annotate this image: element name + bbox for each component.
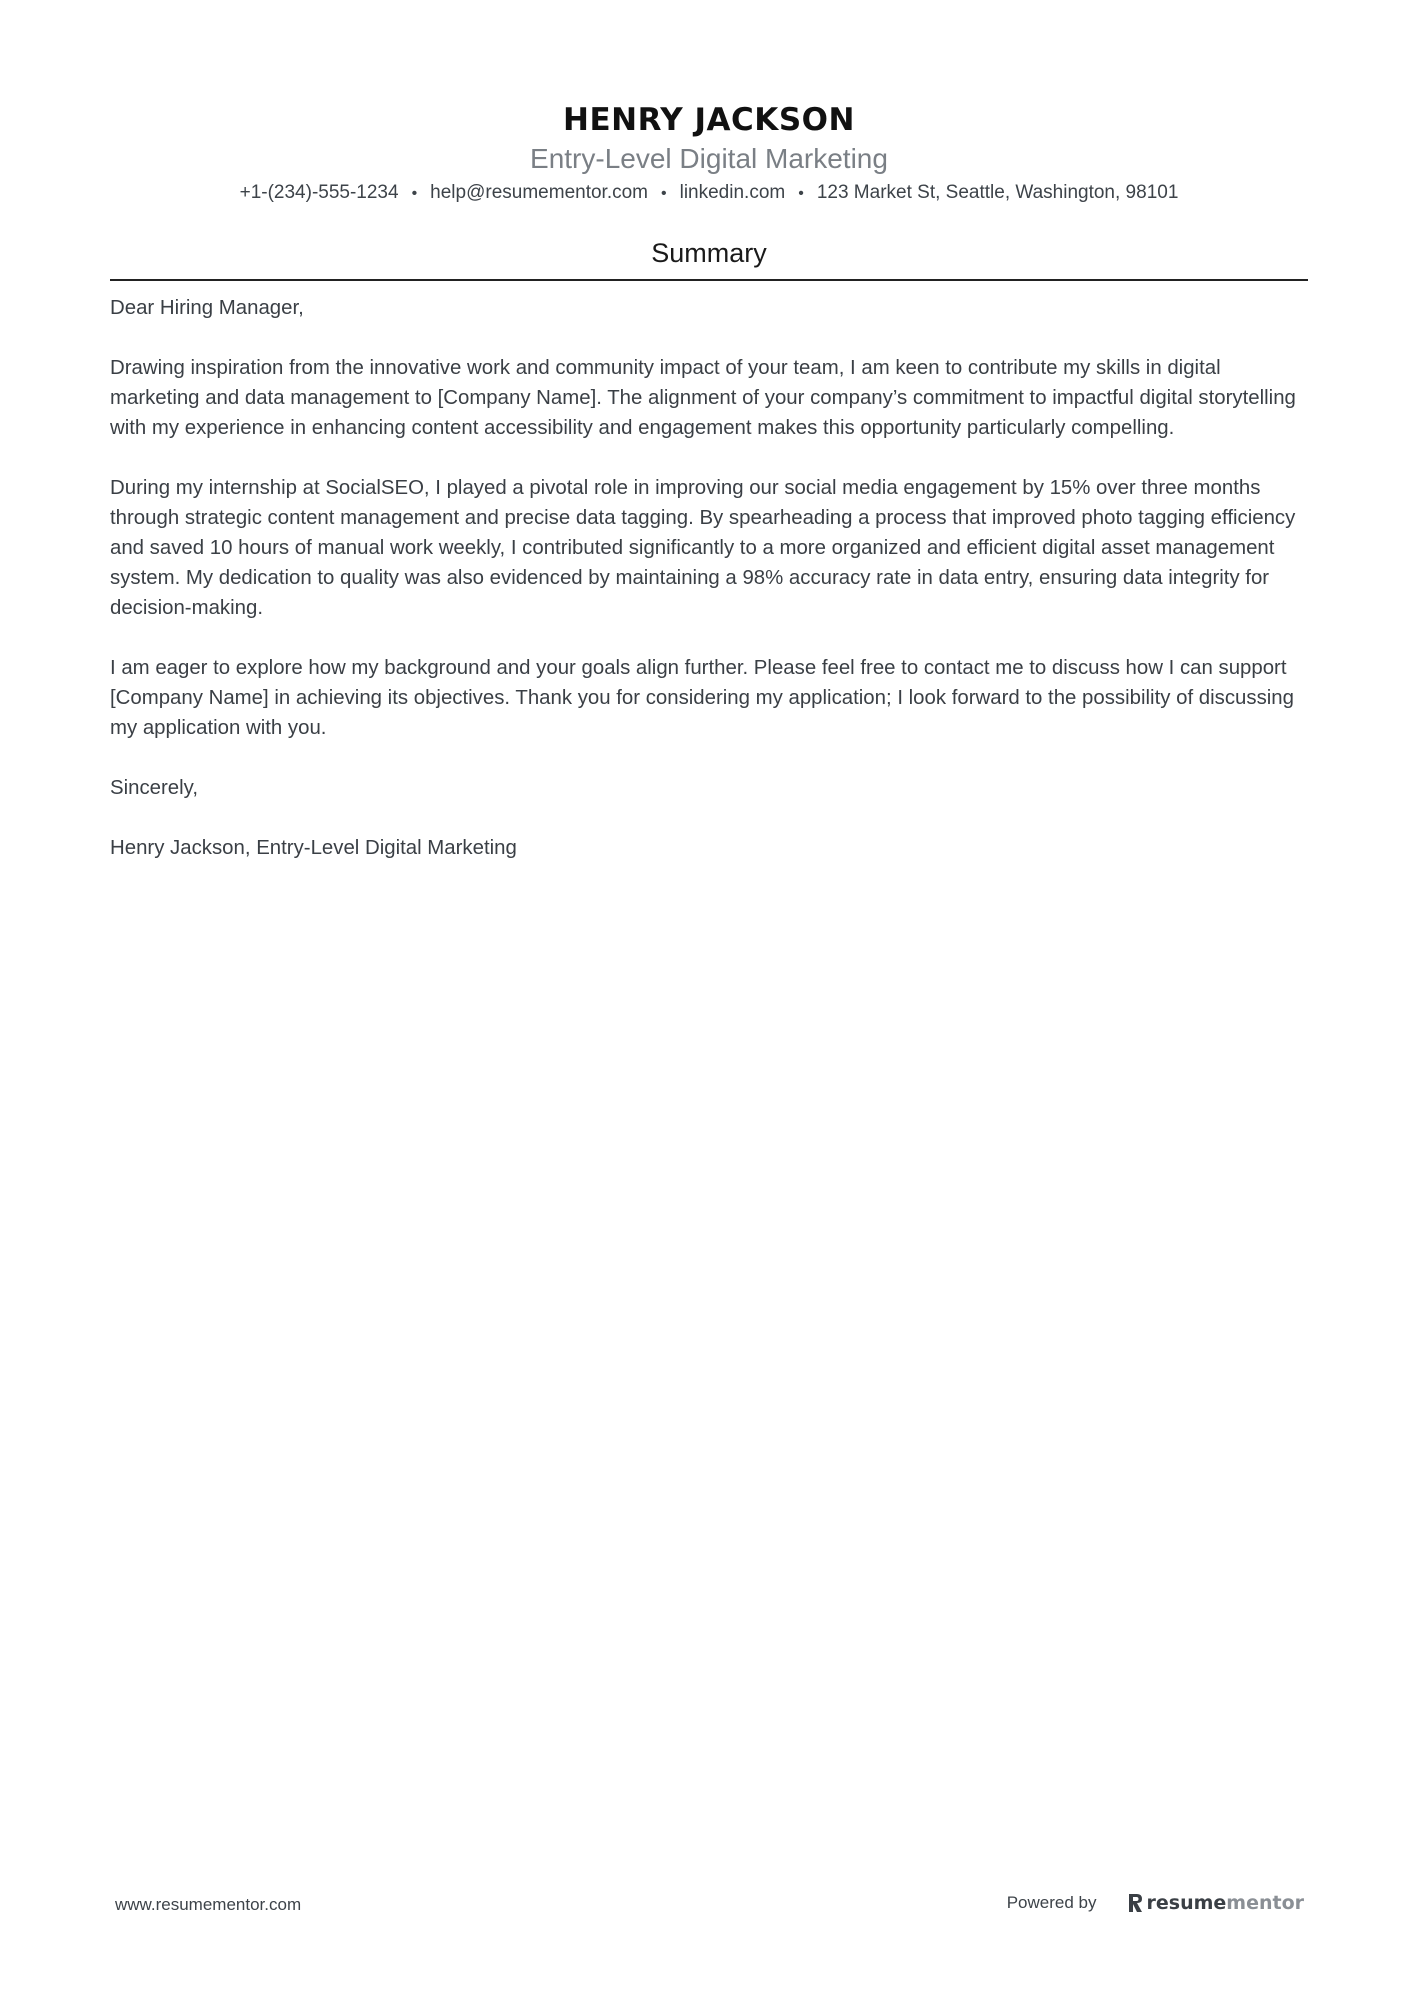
letter-closing: Sincerely, bbox=[110, 777, 199, 799]
letter-paragraph: Drawing inspiration from the innovative work and community impact of your team, I am keen to contribute my skills in digital marketing and data management to [Company Name]. The alignment of your company’s commitment to impactful digital storytelling with my experience in enhancing content accessibility and engagement makes this opportunity particularly compelling. bbox=[110, 357, 1296, 439]
bullet-separator: • bbox=[661, 185, 667, 202]
footer-website: www.resumementor.com bbox=[115, 1895, 302, 1914]
candidate-name: HENRY JACKSON bbox=[563, 102, 855, 138]
brand-logo bbox=[1127, 1892, 1305, 1914]
contact-email: help@resumementor.com bbox=[430, 182, 648, 203]
brand-name-part-2: mentor bbox=[1226, 1892, 1304, 1914]
candidate-title: Entry-Level Digital Marketing bbox=[530, 143, 888, 174]
letter-body bbox=[110, 293, 1308, 863]
cover-letter-page bbox=[110, 98, 1308, 893]
bullet-separator: • bbox=[411, 185, 418, 202]
letter-salutation: Dear Hiring Manager, bbox=[110, 297, 304, 319]
footer-branding bbox=[1007, 1888, 1304, 1918]
contact-address: 123 Market St, Seattle, Washington, 98101 bbox=[816, 182, 1179, 203]
letter-signature: Henry Jackson, Entry-Level Digital Marketing bbox=[110, 837, 517, 859]
section-heading-summary: Summary bbox=[110, 235, 1308, 281]
resumementor-logo-icon bbox=[1127, 1892, 1143, 1914]
bullet-separator: • bbox=[798, 185, 804, 202]
powered-by-label: Powered by bbox=[1006, 1893, 1097, 1912]
contact-line bbox=[110, 178, 1308, 209]
letter-paragraph: I am eager to explore how my background and your goals align further. Please feel free to contact me to discuss how I can support [Company Name] in achieving its objectives. Thank you for considering my application; I look forward to the possibility of discussing my application with you. bbox=[110, 657, 1294, 739]
contact-linkedin: linkedin.com bbox=[679, 182, 786, 203]
contact-phone: +1-(234)-555-1234 bbox=[239, 182, 399, 203]
brand-name-part-1: resume bbox=[1146, 1892, 1227, 1914]
header bbox=[110, 98, 1308, 209]
letter-paragraph: During my internship at SocialSEO, I played a pivotal role in improving our social media engagement by 15% over three months through strategic content management and precise data tagging. By spearheading a process that improved photo tagging efficiency and saved 10 hours of manual work weekly, I contributed significantly to a more organized and efficient digital asset management system. My dedication to quality was also evidenced by maintaining a 98% accuracy rate in data entry, ensuring data integrity for decision-making. bbox=[110, 477, 1296, 619]
